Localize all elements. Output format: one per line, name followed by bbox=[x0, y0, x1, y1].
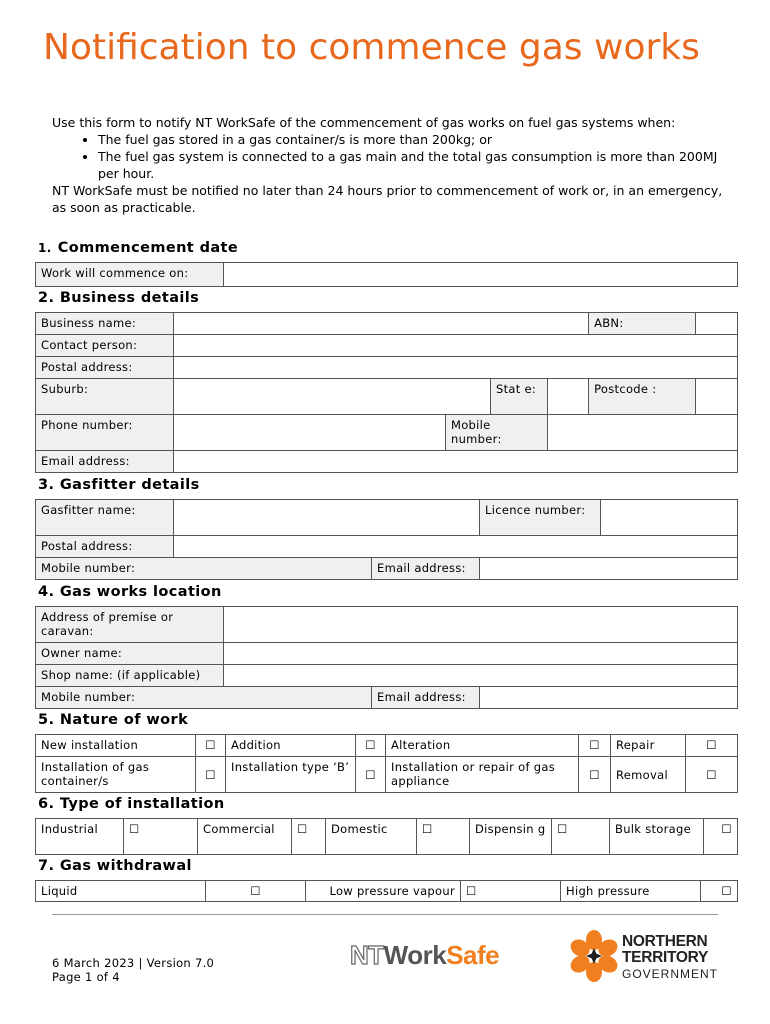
intro-bullet: • The fuel gas system is connected to a gas main and the total gas consumption is more than 200MJ per hour. bbox=[98, 148, 732, 182]
licence-input[interactable] bbox=[601, 500, 738, 536]
ntg-line-3: GOVERNMENT bbox=[622, 967, 719, 981]
alteration-label: Alteration bbox=[386, 735, 579, 757]
section-1-title: Commencement date bbox=[57, 240, 239, 256]
intro bbox=[52, 114, 732, 216]
shop-name-label: Shop name: (if applicable) bbox=[36, 665, 224, 687]
low-pressure-vapour-checkbox[interactable]: ☐ bbox=[461, 881, 561, 902]
section-2-heading: 2. Business details bbox=[38, 290, 200, 306]
state-input[interactable] bbox=[548, 379, 589, 415]
footer-page-number: Page 1 of 4 bbox=[52, 970, 120, 984]
domestic-checkbox[interactable]: ☐ bbox=[417, 819, 470, 855]
gas-container-label: Installation of gas container/s bbox=[36, 757, 196, 793]
business-table bbox=[35, 312, 738, 473]
gasfitter-mobile-label: Mobile number: bbox=[36, 558, 372, 580]
ntg-line-1: NORTHERN bbox=[622, 933, 708, 950]
logo-nt-text: NT bbox=[350, 940, 384, 970]
industrial-checkbox[interactable]: ☐ bbox=[124, 819, 198, 855]
shop-name-input[interactable] bbox=[224, 665, 738, 687]
nature-of-work-table bbox=[35, 734, 738, 793]
location-mobile-label: Mobile number: bbox=[36, 687, 372, 709]
email-input[interactable] bbox=[174, 451, 738, 473]
section-3-heading: 3. Gasfitter details bbox=[38, 477, 200, 493]
logo-work-text: Work bbox=[383, 940, 447, 970]
industrial-label: Industrial bbox=[36, 819, 124, 855]
footer-date-version: 6 March 2023 | Version 7.0 bbox=[52, 956, 215, 970]
ntg-line-2: TERRITORY bbox=[622, 949, 709, 966]
owner-name-input[interactable] bbox=[224, 643, 738, 665]
mobile-input[interactable] bbox=[548, 415, 738, 451]
repair-label: Repair bbox=[611, 735, 686, 757]
intro-bullets bbox=[52, 131, 732, 182]
business-name-input[interactable] bbox=[174, 313, 589, 335]
removal-checkbox[interactable]: ☐ bbox=[686, 757, 738, 793]
location-email-label: Email address: bbox=[372, 687, 480, 709]
gasfitter-name-label: Gasfitter name: bbox=[36, 500, 174, 536]
intro-lead: Use this form to notify NT WorkSafe of the commencement of gas works on fuel gas systems when: bbox=[52, 115, 676, 130]
gasfitter-postal-input[interactable] bbox=[174, 536, 738, 558]
footer bbox=[52, 956, 214, 984]
liquid-label: Liquid bbox=[36, 881, 206, 902]
bulk-storage-label: Bulk storage bbox=[610, 819, 704, 855]
nt-worksafe-logo bbox=[350, 940, 499, 971]
section-4-heading: 4. Gas works location bbox=[38, 584, 222, 600]
gasfitter-name-input[interactable] bbox=[174, 500, 480, 536]
type-b-checkbox[interactable]: ☐ bbox=[356, 757, 386, 793]
email-label: Email address: bbox=[36, 451, 174, 473]
premise-address-label: Address of premise or caravan: bbox=[36, 607, 224, 643]
install-repair-appliance-label: Installation or repair of gas appliance bbox=[386, 757, 579, 793]
contact-person-input[interactable] bbox=[174, 335, 738, 357]
install-repair-appliance-checkbox[interactable]: ☐ bbox=[579, 757, 611, 793]
contact-person-label: Contact person: bbox=[36, 335, 174, 357]
section-1-number: 1. bbox=[38, 241, 52, 255]
removal-label: Removal bbox=[611, 757, 686, 793]
licence-label: Licence number: bbox=[480, 500, 601, 536]
commence-label: Work will commence on: bbox=[36, 263, 224, 287]
suburb-input[interactable] bbox=[174, 379, 491, 415]
premise-address-input[interactable] bbox=[224, 607, 738, 643]
liquid-checkbox[interactable]: ☐ bbox=[206, 881, 306, 902]
gasfitter-email-input[interactable] bbox=[480, 558, 738, 580]
type-b-label: Installation type ‘B’ bbox=[226, 757, 356, 793]
gasfitter-table bbox=[35, 499, 738, 580]
section-6-heading: 6. Type of installation bbox=[38, 796, 225, 812]
commence-date-input[interactable] bbox=[224, 263, 738, 287]
installation-type-table bbox=[35, 818, 738, 855]
gasfitter-email-label: Email address: bbox=[372, 558, 480, 580]
alteration-checkbox[interactable]: ☐ bbox=[579, 735, 611, 757]
low-pressure-vapour-label: Low pressure vapour bbox=[306, 881, 461, 902]
postal-address-input[interactable] bbox=[174, 357, 738, 379]
section-5-heading: 5. Nature of work bbox=[38, 712, 189, 728]
dispensing-label: Dispensin g bbox=[470, 819, 552, 855]
commercial-checkbox[interactable]: ☐ bbox=[292, 819, 326, 855]
gas-withdrawal-table bbox=[35, 880, 738, 902]
state-label: Stat e: bbox=[491, 379, 548, 415]
section-7-heading: 7. Gas withdrawal bbox=[38, 858, 192, 874]
commercial-label: Commercial bbox=[198, 819, 292, 855]
high-pressure-checkbox[interactable]: ☐ bbox=[701, 881, 738, 902]
mobile-label: Mobile number: bbox=[446, 415, 548, 451]
section-1-heading bbox=[38, 240, 238, 256]
high-pressure-label: High pressure bbox=[561, 881, 701, 902]
postcode-input[interactable] bbox=[696, 379, 738, 415]
postcode-label: Postcode : bbox=[589, 379, 696, 415]
location-table bbox=[35, 606, 738, 709]
repair-checkbox[interactable]: ☐ bbox=[686, 735, 738, 757]
domestic-label: Domestic bbox=[326, 819, 417, 855]
gas-container-checkbox[interactable]: ☐ bbox=[196, 757, 226, 793]
addition-checkbox[interactable]: ☐ bbox=[356, 735, 386, 757]
abn-label: ABN: bbox=[589, 313, 696, 335]
postal-address-label: Postal address: bbox=[36, 357, 174, 379]
ntg-logo-text bbox=[622, 934, 718, 982]
owner-name-label: Owner name: bbox=[36, 643, 224, 665]
page-title: Notification to commence gas works bbox=[43, 27, 700, 68]
phone-input[interactable] bbox=[174, 415, 446, 451]
dispensing-checkbox[interactable]: ☐ bbox=[552, 819, 610, 855]
intro-notice: NT WorkSafe must be notified no later than 24 hours prior to commencement of work or, in an emergency, as soon as practicable. bbox=[52, 183, 723, 215]
abn-input[interactable] bbox=[696, 313, 738, 335]
intro-bullet: • The fuel gas stored in a gas container/s is more than 200kg; or bbox=[98, 131, 732, 148]
business-name-label: Business name: bbox=[36, 313, 174, 335]
commencement-table bbox=[35, 262, 738, 287]
phone-label: Phone number: bbox=[36, 415, 174, 451]
logo-safe-text: Safe bbox=[446, 940, 500, 970]
footer-divider bbox=[52, 914, 718, 915]
new-installation-checkbox[interactable]: ☐ bbox=[196, 735, 226, 757]
new-installation-label: New installation bbox=[36, 735, 196, 757]
location-email-input[interactable] bbox=[480, 687, 738, 709]
addition-label: Addition bbox=[226, 735, 356, 757]
bulk-storage-checkbox[interactable]: ☐ bbox=[704, 819, 738, 855]
suburb-label: Suburb: bbox=[36, 379, 174, 415]
gasfitter-postal-label: Postal address: bbox=[36, 536, 174, 558]
